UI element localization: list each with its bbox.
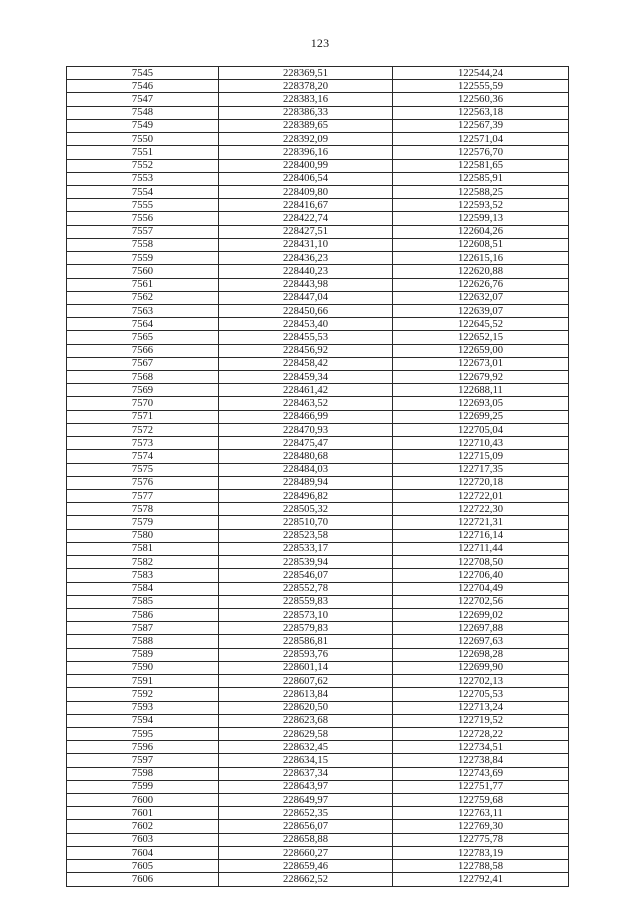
table-row bbox=[67, 582, 569, 595]
x-coordinate-cell: 228593,76 bbox=[219, 648, 393, 661]
point-number-cell: 7560 bbox=[67, 265, 219, 278]
table-row bbox=[67, 648, 569, 661]
table-row bbox=[67, 490, 569, 503]
y-coordinate-cell: 122715,09 bbox=[393, 450, 569, 463]
point-number-cell: 7548 bbox=[67, 106, 219, 119]
point-number-cell: 7597 bbox=[67, 754, 219, 767]
point-number-cell: 7572 bbox=[67, 423, 219, 436]
table-row bbox=[67, 741, 569, 754]
x-coordinate-cell: 228552,78 bbox=[219, 582, 393, 595]
x-coordinate-cell: 228456,92 bbox=[219, 344, 393, 357]
point-number-cell: 7590 bbox=[67, 661, 219, 674]
point-number-cell: 7567 bbox=[67, 357, 219, 370]
x-coordinate-cell: 228480,68 bbox=[219, 450, 393, 463]
y-coordinate-cell: 122659,00 bbox=[393, 344, 569, 357]
point-number-cell: 7593 bbox=[67, 701, 219, 714]
x-coordinate-cell: 228470,93 bbox=[219, 423, 393, 436]
point-number-cell: 7587 bbox=[67, 622, 219, 635]
point-number-cell: 7578 bbox=[67, 503, 219, 516]
y-coordinate-cell: 122632,07 bbox=[393, 291, 569, 304]
point-number-cell: 7589 bbox=[67, 648, 219, 661]
x-coordinate-cell: 228632,45 bbox=[219, 741, 393, 754]
point-number-cell: 7580 bbox=[67, 529, 219, 542]
table-row bbox=[67, 794, 569, 807]
y-coordinate-cell: 122783,19 bbox=[393, 846, 569, 859]
y-coordinate-cell: 122626,76 bbox=[393, 278, 569, 291]
point-number-cell: 7561 bbox=[67, 278, 219, 291]
table-row bbox=[67, 675, 569, 688]
x-coordinate-cell: 228378,20 bbox=[219, 80, 393, 93]
point-number-cell: 7553 bbox=[67, 172, 219, 185]
x-coordinate-cell: 228586,81 bbox=[219, 635, 393, 648]
point-number-cell: 7574 bbox=[67, 450, 219, 463]
table-row bbox=[67, 516, 569, 529]
x-coordinate-cell: 228422,74 bbox=[219, 212, 393, 225]
table-row bbox=[67, 67, 569, 80]
y-coordinate-cell: 122679,92 bbox=[393, 371, 569, 384]
x-coordinate-cell: 228637,34 bbox=[219, 767, 393, 780]
x-coordinate-cell: 228443,98 bbox=[219, 278, 393, 291]
point-number-cell: 7554 bbox=[67, 185, 219, 198]
table-row bbox=[67, 873, 569, 886]
x-coordinate-cell: 228409,80 bbox=[219, 185, 393, 198]
y-coordinate-cell: 122571,04 bbox=[393, 133, 569, 146]
table-row bbox=[67, 278, 569, 291]
table-row bbox=[67, 133, 569, 146]
y-coordinate-cell: 122544,24 bbox=[393, 67, 569, 80]
y-coordinate-cell: 122699,90 bbox=[393, 661, 569, 674]
y-coordinate-cell: 122697,63 bbox=[393, 635, 569, 648]
y-coordinate-cell: 122588,25 bbox=[393, 185, 569, 198]
y-coordinate-cell: 122697,88 bbox=[393, 622, 569, 635]
y-coordinate-cell: 122719,52 bbox=[393, 714, 569, 727]
x-coordinate-cell: 228656,07 bbox=[219, 820, 393, 833]
x-coordinate-cell: 228649,97 bbox=[219, 794, 393, 807]
x-coordinate-cell: 228629,58 bbox=[219, 727, 393, 740]
y-coordinate-cell: 122763,11 bbox=[393, 807, 569, 820]
x-coordinate-cell: 228458,42 bbox=[219, 357, 393, 370]
table-row bbox=[67, 754, 569, 767]
point-number-cell: 7584 bbox=[67, 582, 219, 595]
x-coordinate-cell: 228539,94 bbox=[219, 556, 393, 569]
table-row bbox=[67, 357, 569, 370]
y-coordinate-cell: 122645,52 bbox=[393, 318, 569, 331]
point-number-cell: 7582 bbox=[67, 556, 219, 569]
y-coordinate-cell: 122720,18 bbox=[393, 476, 569, 489]
point-number-cell: 7591 bbox=[67, 675, 219, 688]
coordinates-table-body bbox=[67, 67, 569, 887]
table-row bbox=[67, 199, 569, 212]
x-coordinate-cell: 228475,47 bbox=[219, 437, 393, 450]
x-coordinate-cell: 228489,94 bbox=[219, 476, 393, 489]
y-coordinate-cell: 122713,24 bbox=[393, 701, 569, 714]
point-number-cell: 7595 bbox=[67, 727, 219, 740]
table-row bbox=[67, 93, 569, 106]
table-row bbox=[67, 714, 569, 727]
x-coordinate-cell: 228427,51 bbox=[219, 225, 393, 238]
x-coordinate-cell: 228533,17 bbox=[219, 542, 393, 555]
x-coordinate-cell: 228579,83 bbox=[219, 622, 393, 635]
x-coordinate-cell: 228455,53 bbox=[219, 331, 393, 344]
x-coordinate-cell: 228416,67 bbox=[219, 199, 393, 212]
point-number-cell: 7602 bbox=[67, 820, 219, 833]
table-row bbox=[67, 172, 569, 185]
point-number-cell: 7555 bbox=[67, 199, 219, 212]
y-coordinate-cell: 122652,15 bbox=[393, 331, 569, 344]
point-number-cell: 7581 bbox=[67, 542, 219, 555]
x-coordinate-cell: 228634,15 bbox=[219, 754, 393, 767]
y-coordinate-cell: 122688,11 bbox=[393, 384, 569, 397]
y-coordinate-cell: 122769,30 bbox=[393, 820, 569, 833]
y-coordinate-cell: 122788,58 bbox=[393, 860, 569, 873]
x-coordinate-cell: 228546,07 bbox=[219, 569, 393, 582]
table-row bbox=[67, 119, 569, 132]
x-coordinate-cell: 228659,46 bbox=[219, 860, 393, 873]
table-row bbox=[67, 635, 569, 648]
point-number-cell: 7596 bbox=[67, 741, 219, 754]
y-coordinate-cell: 122693,05 bbox=[393, 397, 569, 410]
point-number-cell: 7606 bbox=[67, 873, 219, 886]
table-row bbox=[67, 159, 569, 172]
x-coordinate-cell: 228450,66 bbox=[219, 304, 393, 317]
x-coordinate-cell: 228392,09 bbox=[219, 133, 393, 146]
x-coordinate-cell: 228386,33 bbox=[219, 106, 393, 119]
x-coordinate-cell: 228463,52 bbox=[219, 397, 393, 410]
y-coordinate-cell: 122743,69 bbox=[393, 767, 569, 780]
y-coordinate-cell: 122721,31 bbox=[393, 516, 569, 529]
table-row bbox=[67, 688, 569, 701]
point-number-cell: 7576 bbox=[67, 476, 219, 489]
x-coordinate-cell: 228652,35 bbox=[219, 807, 393, 820]
x-coordinate-cell: 228440,23 bbox=[219, 265, 393, 278]
x-coordinate-cell: 228662,52 bbox=[219, 873, 393, 886]
x-coordinate-cell: 228643,97 bbox=[219, 780, 393, 793]
x-coordinate-cell: 228400,99 bbox=[219, 159, 393, 172]
point-number-cell: 7566 bbox=[67, 344, 219, 357]
table-row bbox=[67, 371, 569, 384]
point-number-cell: 7564 bbox=[67, 318, 219, 331]
table-row bbox=[67, 238, 569, 251]
y-coordinate-cell: 122775,78 bbox=[393, 833, 569, 846]
point-number-cell: 7565 bbox=[67, 331, 219, 344]
table-row bbox=[67, 106, 569, 119]
x-coordinate-cell: 228436,23 bbox=[219, 252, 393, 265]
table-row bbox=[67, 820, 569, 833]
point-number-cell: 7583 bbox=[67, 569, 219, 582]
table-row bbox=[67, 503, 569, 516]
y-coordinate-cell: 122722,01 bbox=[393, 490, 569, 503]
table-row bbox=[67, 450, 569, 463]
point-number-cell: 7601 bbox=[67, 807, 219, 820]
point-number-cell: 7570 bbox=[67, 397, 219, 410]
point-number-cell: 7558 bbox=[67, 238, 219, 251]
y-coordinate-cell: 122599,13 bbox=[393, 212, 569, 225]
x-coordinate-cell: 228601,14 bbox=[219, 661, 393, 674]
table-row bbox=[67, 252, 569, 265]
y-coordinate-cell: 122708,50 bbox=[393, 556, 569, 569]
x-coordinate-cell: 228453,40 bbox=[219, 318, 393, 331]
table-row bbox=[67, 185, 569, 198]
point-number-cell: 7563 bbox=[67, 304, 219, 317]
table-row bbox=[67, 767, 569, 780]
y-coordinate-cell: 122615,16 bbox=[393, 252, 569, 265]
y-coordinate-cell: 122734,51 bbox=[393, 741, 569, 754]
y-coordinate-cell: 122702,56 bbox=[393, 595, 569, 608]
x-coordinate-cell: 228459,34 bbox=[219, 371, 393, 384]
point-number-cell: 7557 bbox=[67, 225, 219, 238]
table-row bbox=[67, 476, 569, 489]
x-coordinate-cell: 228389,65 bbox=[219, 119, 393, 132]
point-number-cell: 7594 bbox=[67, 714, 219, 727]
table-row bbox=[67, 860, 569, 873]
table-row bbox=[67, 556, 569, 569]
y-coordinate-cell: 122560,36 bbox=[393, 93, 569, 106]
y-coordinate-cell: 122576,70 bbox=[393, 146, 569, 159]
x-coordinate-cell: 228660,27 bbox=[219, 846, 393, 859]
point-number-cell: 7551 bbox=[67, 146, 219, 159]
point-number-cell: 7599 bbox=[67, 780, 219, 793]
x-coordinate-cell: 228496,82 bbox=[219, 490, 393, 503]
point-number-cell: 7550 bbox=[67, 133, 219, 146]
point-number-cell: 7586 bbox=[67, 608, 219, 621]
y-coordinate-cell: 122705,53 bbox=[393, 688, 569, 701]
table-row bbox=[67, 701, 569, 714]
table-row bbox=[67, 423, 569, 436]
point-number-cell: 7562 bbox=[67, 291, 219, 304]
y-coordinate-cell: 122585,91 bbox=[393, 172, 569, 185]
y-coordinate-cell: 122563,18 bbox=[393, 106, 569, 119]
y-coordinate-cell: 122728,22 bbox=[393, 727, 569, 740]
x-coordinate-cell: 228607,62 bbox=[219, 675, 393, 688]
y-coordinate-cell: 122716,14 bbox=[393, 529, 569, 542]
point-number-cell: 7598 bbox=[67, 767, 219, 780]
point-number-cell: 7579 bbox=[67, 516, 219, 529]
x-coordinate-cell: 228620,50 bbox=[219, 701, 393, 714]
x-coordinate-cell: 228658,88 bbox=[219, 833, 393, 846]
x-coordinate-cell: 228447,04 bbox=[219, 291, 393, 304]
table-row bbox=[67, 80, 569, 93]
point-number-cell: 7547 bbox=[67, 93, 219, 106]
y-coordinate-cell: 122710,43 bbox=[393, 437, 569, 450]
y-coordinate-cell: 122581,65 bbox=[393, 159, 569, 172]
table-row bbox=[67, 397, 569, 410]
y-coordinate-cell: 122604,26 bbox=[393, 225, 569, 238]
y-coordinate-cell: 122620,88 bbox=[393, 265, 569, 278]
y-coordinate-cell: 122567,39 bbox=[393, 119, 569, 132]
table-row bbox=[67, 595, 569, 608]
y-coordinate-cell: 122792,41 bbox=[393, 873, 569, 886]
y-coordinate-cell: 122702,13 bbox=[393, 675, 569, 688]
point-number-cell: 7545 bbox=[67, 67, 219, 80]
point-number-cell: 7603 bbox=[67, 833, 219, 846]
y-coordinate-cell: 122751,77 bbox=[393, 780, 569, 793]
table-row bbox=[67, 727, 569, 740]
point-number-cell: 7604 bbox=[67, 846, 219, 859]
y-coordinate-cell: 122608,51 bbox=[393, 238, 569, 251]
x-coordinate-cell: 228369,51 bbox=[219, 67, 393, 80]
x-coordinate-cell: 228573,10 bbox=[219, 608, 393, 621]
table-row bbox=[67, 331, 569, 344]
point-number-cell: 7556 bbox=[67, 212, 219, 225]
y-coordinate-cell: 122555,59 bbox=[393, 80, 569, 93]
point-number-cell: 7571 bbox=[67, 410, 219, 423]
point-number-cell: 7592 bbox=[67, 688, 219, 701]
y-coordinate-cell: 122711,44 bbox=[393, 542, 569, 555]
x-coordinate-cell: 228383,16 bbox=[219, 93, 393, 106]
point-number-cell: 7569 bbox=[67, 384, 219, 397]
table-row bbox=[67, 833, 569, 846]
table-row bbox=[67, 529, 569, 542]
table-row bbox=[67, 212, 569, 225]
table-row bbox=[67, 846, 569, 859]
point-number-cell: 7588 bbox=[67, 635, 219, 648]
x-coordinate-cell: 228406,54 bbox=[219, 172, 393, 185]
y-coordinate-cell: 122673,01 bbox=[393, 357, 569, 370]
point-number-cell: 7559 bbox=[67, 252, 219, 265]
x-coordinate-cell: 228523,58 bbox=[219, 529, 393, 542]
x-coordinate-cell: 228461,42 bbox=[219, 384, 393, 397]
point-number-cell: 7573 bbox=[67, 437, 219, 450]
point-number-cell: 7546 bbox=[67, 80, 219, 93]
table-row bbox=[67, 463, 569, 476]
y-coordinate-cell: 122639,07 bbox=[393, 304, 569, 317]
x-coordinate-cell: 228510,70 bbox=[219, 516, 393, 529]
y-coordinate-cell: 122759,68 bbox=[393, 794, 569, 807]
y-coordinate-cell: 122705,04 bbox=[393, 423, 569, 436]
y-coordinate-cell: 122698,28 bbox=[393, 648, 569, 661]
point-number-cell: 7605 bbox=[67, 860, 219, 873]
table-row bbox=[67, 384, 569, 397]
y-coordinate-cell: 122704,49 bbox=[393, 582, 569, 595]
table-row bbox=[67, 608, 569, 621]
page-number: 123 bbox=[310, 36, 330, 50]
table-row bbox=[67, 437, 569, 450]
table-row bbox=[67, 304, 569, 317]
y-coordinate-cell: 122699,02 bbox=[393, 608, 569, 621]
x-coordinate-cell: 228484,03 bbox=[219, 463, 393, 476]
y-coordinate-cell: 122706,40 bbox=[393, 569, 569, 582]
table-row bbox=[67, 225, 569, 238]
table-row bbox=[67, 542, 569, 555]
table-row bbox=[67, 410, 569, 423]
y-coordinate-cell: 122738,84 bbox=[393, 754, 569, 767]
table-row bbox=[67, 569, 569, 582]
table-row bbox=[67, 318, 569, 331]
x-coordinate-cell: 228431,10 bbox=[219, 238, 393, 251]
y-coordinate-cell: 122722,30 bbox=[393, 503, 569, 516]
x-coordinate-cell: 228613,84 bbox=[219, 688, 393, 701]
table-row bbox=[67, 344, 569, 357]
table-row bbox=[67, 780, 569, 793]
y-coordinate-cell: 122717,35 bbox=[393, 463, 569, 476]
table-row bbox=[67, 146, 569, 159]
table-row bbox=[67, 265, 569, 278]
point-number-cell: 7575 bbox=[67, 463, 219, 476]
table-row bbox=[67, 807, 569, 820]
x-coordinate-cell: 228559,83 bbox=[219, 595, 393, 608]
table-row bbox=[67, 661, 569, 674]
table-row bbox=[67, 291, 569, 304]
coordinates-table bbox=[66, 66, 569, 887]
y-coordinate-cell: 122593,52 bbox=[393, 199, 569, 212]
point-number-cell: 7600 bbox=[67, 794, 219, 807]
x-coordinate-cell: 228396,16 bbox=[219, 146, 393, 159]
y-coordinate-cell: 122699,25 bbox=[393, 410, 569, 423]
x-coordinate-cell: 228623,68 bbox=[219, 714, 393, 727]
point-number-cell: 7549 bbox=[67, 119, 219, 132]
table-row bbox=[67, 622, 569, 635]
point-number-cell: 7577 bbox=[67, 490, 219, 503]
point-number-cell: 7568 bbox=[67, 371, 219, 384]
point-number-cell: 7585 bbox=[67, 595, 219, 608]
point-number-cell: 7552 bbox=[67, 159, 219, 172]
x-coordinate-cell: 228466,99 bbox=[219, 410, 393, 423]
x-coordinate-cell: 228505,32 bbox=[219, 503, 393, 516]
